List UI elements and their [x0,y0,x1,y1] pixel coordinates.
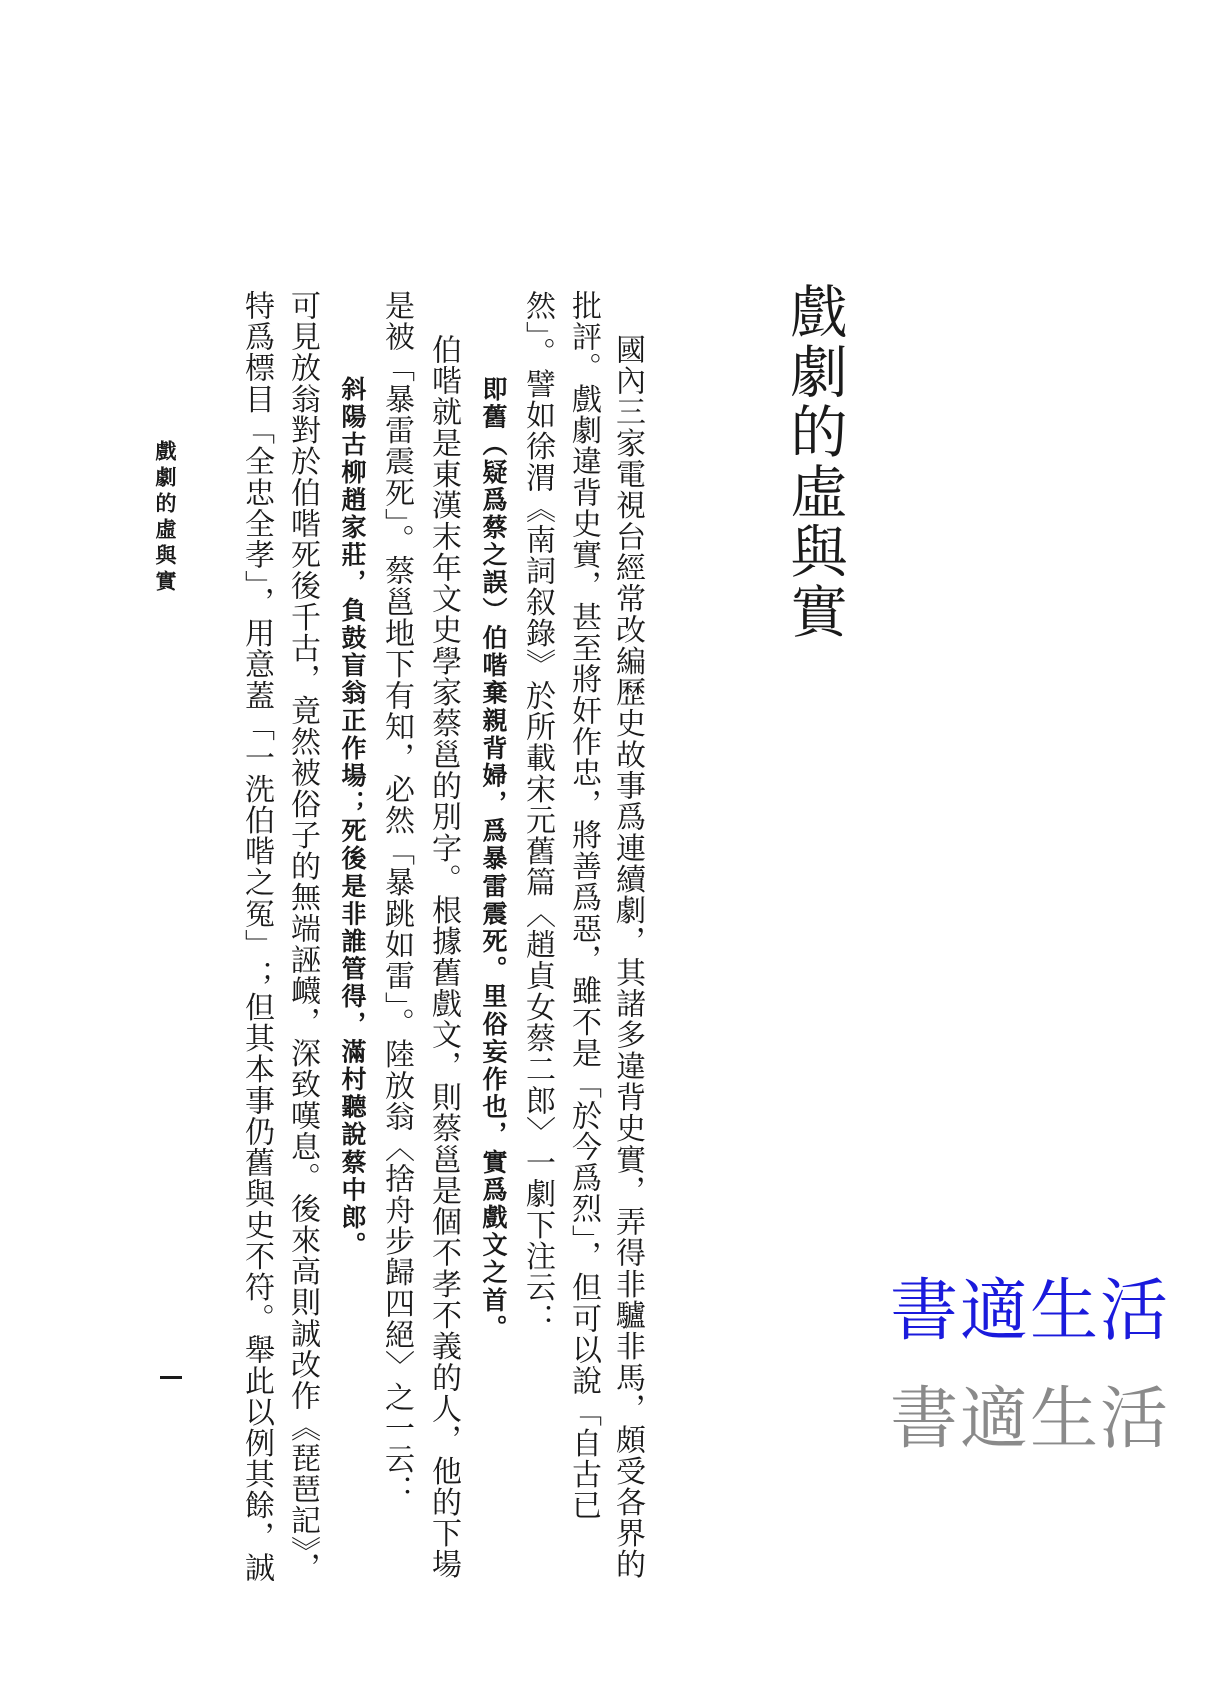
page-title: 戲劇的虛與實 [781,282,847,642]
body-line-3: 然」。譬如徐渭《南詞叙錄》於所載宋元舊篇〈趙貞女蔡二郎〉一劇下注云： [520,290,555,1335]
body-line-5: 是被「暴雷震死」。蔡邕地下有知，必然「暴跳如雷」。陸放翁〈捨舟步歸四絕〉之一云： [379,290,414,1506]
page-number [160,1376,182,1379]
quote-line-2: 斜陽古柳趙家莊，負鼓盲翁正作場；死後是非誰管得，滿村聽說蔡中郎。 [338,376,367,1260]
body-line-2: 批評。戲劇違背史實，甚至將奸作忠，將善爲惡，雖不是「於今爲烈」，但可以說「自古已 [566,290,601,1521]
quote-line-1: 即舊（疑爲蔡之誤）伯喈棄親背婦，爲暴雷震死。里俗妄作也，實爲戲文之首。 [479,376,508,1342]
watermark-text-blue: 書適生活 [890,1272,1171,1351]
body-line-4: 伯喈就是東漢末年文史學家蔡邕的別字。根據舊戲文，則蔡邕是個不孝不義的人，他的下場 [426,334,461,1580]
watermark-text-gray: 書適生活 [890,1380,1171,1459]
body-line-1: 國內三家電視台經常改編歷史故事爲連續劇，其諸多違背史實，弄得非驢非馬，頗受各界的 [610,334,645,1580]
body-line-6: 可見放翁對於伯喈死後千古，竟然被俗子的無端誣衊，深致嘆息。後來高則誠改作《琵琶記》， [285,290,320,1584]
body-line-7: 特爲標目「全忠全孝」，用意蓋「一洗伯喈之冤」；但其本事仍舊與史不符。舉此以例其餘，誠 [239,290,274,1584]
running-title: 戲劇的虛與實 [153,440,178,596]
